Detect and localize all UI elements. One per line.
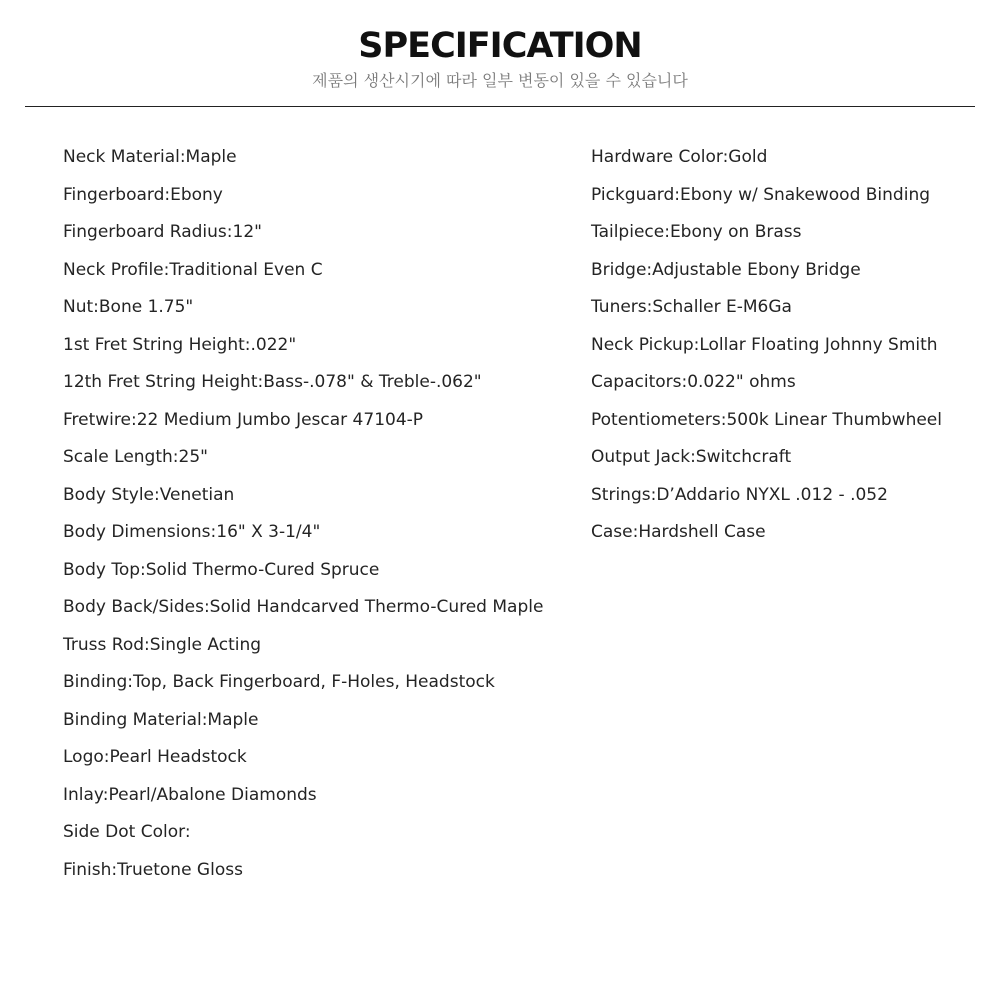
page-title: SPECIFICATION <box>358 26 642 66</box>
spec-item: Capacitors:0.022" ohms <box>591 372 796 392</box>
spec-item: Output Jack:Switchcraft <box>591 447 792 467</box>
spec-item: Logo:Pearl Headstock <box>63 747 247 767</box>
spec-item: Inlay:Pearl/Abalone Diamonds <box>63 784 317 805</box>
spec-item: Case:Hardshell Case <box>591 522 766 542</box>
spec-item: Tuners:Schaller E-M6Ga <box>591 297 792 317</box>
spec-item: Body Style:Venetian <box>63 484 235 505</box>
spec-item: Body Top:Solid Thermo-Cured Spruce <box>63 559 380 580</box>
spec-item: Neck Profile:Traditional Even C <box>63 259 323 280</box>
spec-item: Binding:Top, Back Fingerboard, F-Holes, Headstock <box>63 672 495 692</box>
spec-item: Finish:Truetone Gloss <box>63 859 243 880</box>
spec-item: Fingerboard Radius:12" <box>63 222 262 242</box>
spec-item: Fingerboard:Ebony <box>63 184 223 205</box>
spec-item: Potentiometers:500k Linear Thumbwheel <box>591 409 942 430</box>
spec-item: Neck Material:Maple <box>63 147 237 167</box>
spec-item: Pickguard:Ebony w/ Snakewood Binding <box>591 184 931 205</box>
page-subtitle: 제품의 생산시기에 따라 일부 변동이 있을 수 있습니다 <box>312 71 688 90</box>
spec-item: Tailpiece:Ebony on Brass <box>591 222 802 242</box>
spec-item: Strings:D’Addario NYXL .012 - .052 <box>591 484 888 505</box>
spec-item: 12th Fret String Height:Bass-.078" & Treble-.062" <box>63 372 482 392</box>
spec-item: Hardware Color:Gold <box>591 147 768 167</box>
spec-item: Side Dot Color: <box>63 822 191 842</box>
spec-item: Body Dimensions:16" X 3-1/4" <box>63 522 321 542</box>
spec-item: Fretwire:22 Medium Jumbo Jescar 47104-P <box>63 409 424 430</box>
spec-item: Body Back/Sides:Solid Handcarved Thermo-Cured Maple <box>63 597 544 617</box>
spec-item: Binding Material:Maple <box>63 709 259 730</box>
header-divider <box>25 106 975 107</box>
spec-item: 1st Fret String Height:.022" <box>63 334 297 355</box>
spec-item: Truss Rod:Single Acting <box>63 634 262 655</box>
spec-item: Scale Length:25" <box>63 447 208 467</box>
spec-item: Nut:Bone 1.75" <box>63 297 194 317</box>
spec-item: Bridge:Adjustable Ebony Bridge <box>591 259 861 280</box>
spec-list-left <box>63 138 573 888</box>
spec-list-right <box>591 138 991 551</box>
spec-item: Neck Pickup:Lollar Floating Johnny Smith <box>591 334 938 355</box>
